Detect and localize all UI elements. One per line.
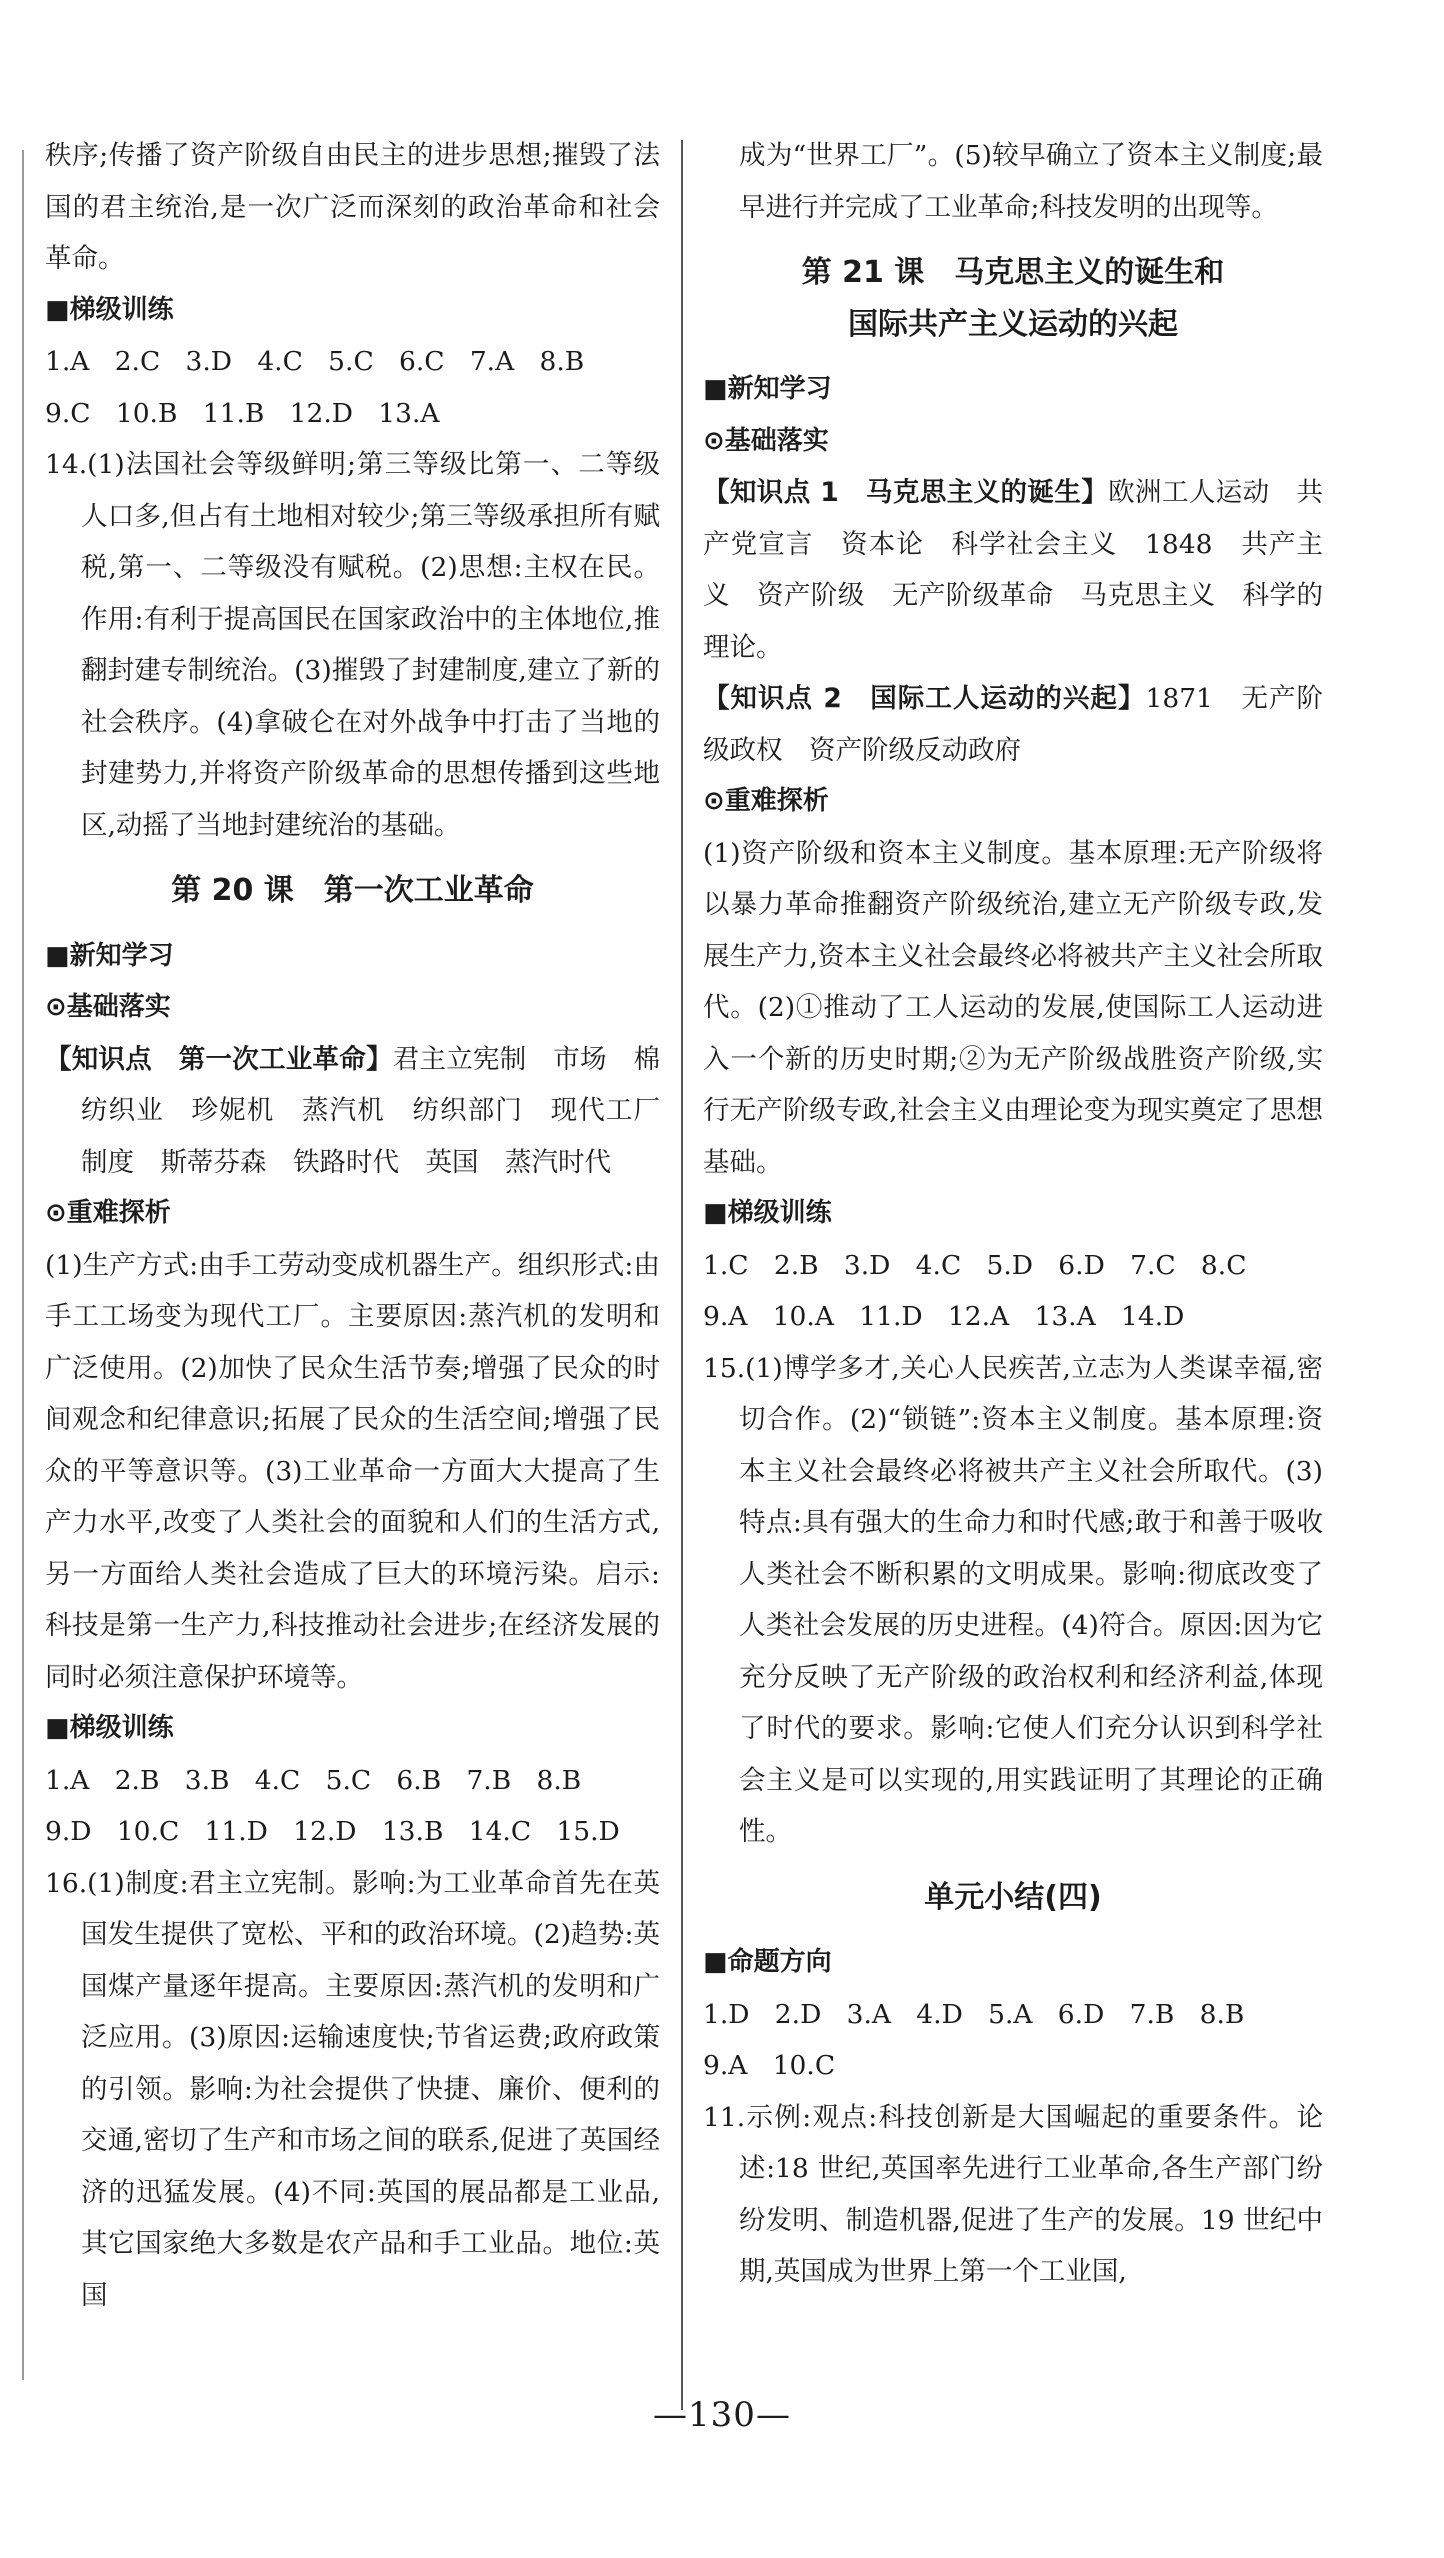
drill-answers-row: 1.A 2.C 3.D 4.C 5.C 6.C 7.A 8.B [45,346,585,377]
left-column [45,130,660,2321]
question-15-answer: 15.(1)博学多才,关心人民疾苦,立志为人类谋幸福,密切合作。(2)“锁链”:资本主义制度。基本原理:资本主义社会最终必将被共产主义社会所取代。(3)特点:具有强大的生命力和时代感;敢于和善于吸收人类社会不断积累的文明成果。影响:彻底改变了人类社会发展的历史进程。(4)符合。原因:因为它充分反映了无产阶级的政治权利和经济利益,体现了时代的要求。影响:它使人们充分认识到科学社会主义是可以实现的,用实践证明了其理论的正确性。 [703,1352,1323,1847]
page-number: —130— [653,2395,791,2435]
question-11-answer: 11.示例:观点:科技创新是大国崛起的重要条件。论述:18 世纪,英国率先进行工业革命,各生产部门纷纷发明、制造机器,促进了生产的发展。19 世纪中期,英国成为世界上第一个工业国, [703,2101,1323,2287]
drill-heading: ■梯级训练 [45,294,174,325]
knowledge-point-2-text: 1871 无产阶级政权 资产阶级反动政府 [703,683,1323,766]
drill-answers-row: 9.C 10.B 11.B 12.D 13.A [45,397,440,429]
drill-answers-row: 1.C 2.B 3.D 4.C 5.D 6.D 7.C 8.C [703,1249,1247,1281]
page-edge-line [22,150,24,2380]
basics-heading: ⊙基础落实 [45,992,171,1022]
new-learning-heading: ■新知学习 [45,940,174,971]
direction-heading: ■命题方向 [703,1947,832,1977]
drill-heading: ■梯级训练 [703,1198,832,1228]
drill-heading: ■梯级训练 [45,1713,174,1743]
lesson-21-title-line1: 第 21 课 马克思主义的诞生和 [801,255,1225,290]
key-points-heading: ⊙重难探析 [45,1198,171,1228]
basics-heading: ⊙基础落实 [703,425,829,456]
unit-summary-title: 单元小结(四) [924,1879,1102,1915]
direction-answers-row: 9.A 10.C [703,2050,836,2081]
knowledge-point-1 [703,467,1323,673]
right-column [703,130,1323,2298]
knowledge-point [45,1034,660,1189]
knowledge-point-text: 君主立宪制 市场 棉纺织业 珍妮机 蒸汽机 纺织部门 现代工厂制度 斯蒂芬森 铁路时代 英国 蒸汽时代 [81,1043,660,1178]
knowledge-point-1-text: 欧洲工人运动 共产党宣言 资本论 科学社会主义 1848 共产主义 资产阶级 无产阶级革命 马克思主义 科学的理论。 [703,477,1323,663]
knowledge-point-2 [703,673,1323,776]
lesson-20-title: 第 20 课 第一次工业革命 [171,873,534,908]
right-intro-text: 成为“世界工厂”。(5)较早确立了资本主义制度;最早进行并完成了工业革命;科技发明的出现等。 [739,140,1323,223]
analysis-text: (1)生产方式:由手工劳动变成机器生产。组织形式:由手工工场变为现代工厂。主要原因:蒸汽机的发明和广泛使用。(2)加快了民众生活节奏;增强了民众的时间观念和纪律意识;拓展了民众的生活空间;增强了民众的平等意识等。(3)工业革命一方面大大提高了生产力水平,改变了人类社会的面貌和人们的生活方式,另一方面给人类社会造成了巨大的环境污染。启示:科技是第一生产力,科技推动社会进步;在经济发展的同时必须注意保护环境等。 [45,1249,660,1693]
knowledge-point-1-label: 【知识点 1 马克思主义的诞生】 [703,477,1109,508]
direction-answers-row: 1.D 2.D 3.A 4.D 5.A 6.D 7.B 8.B [703,1998,1245,2030]
column-divider [681,140,683,2410]
lesson-21-title-line2: 国际共产主义运动的兴起 [848,306,1178,342]
drill-answers-row: 9.A 10.A 11.D 12.A 13.A 14.D [703,1301,1185,1332]
drill-answers-row: 9.D 10.C 11.D 12.D 13.B 14.C 15.D [45,1816,620,1847]
question-14-answer: 14.(1)法国社会等级鲜明;第三等级比第一、二等级人口多,但占有土地相对较少;第三等级承担所有赋税,第一、二等级没有赋税。(2)思想:主权在民。作用:有利于提高国民在国家政治中的主体地位,推翻封建专制统治。(3)摧毁了封建制度,建立了新的社会秩序。(4)拿破仑在对外战争中打击了当地的封建势力,并将资产阶级革命的思想传播到这些地区,动摇了当地封建统治的基础。 [45,449,660,841]
knowledge-point-2-label: 【知识点 2 国际工人运动的兴起】 [703,683,1146,714]
key-points-heading: ⊙重难探析 [703,786,829,816]
analysis-text: (1)资产阶级和资本主义制度。基本原理:无产阶级将以暴力革命推翻资产阶级统治,建立无产阶级专政,发展生产力,资本主义社会最终必将被共产主义社会所取代。(2)①推动了工人运动的发展,使国际工人运动进入一个新的历史时期;②为无产阶级战胜资产阶级,实行无产阶级专政,社会主义由理论变为现实奠定了思想基础。 [703,837,1323,1178]
left-intro-text: 秩序;传播了资产阶级自由民主的进步思想;摧毁了法国的君主统治,是一次广泛而深刻的政治革命和社会革命。 [45,140,660,274]
drill-answers-row: 1.A 2.B 3.B 4.C 5.C 6.B 7.B 8.B [45,1764,582,1796]
question-16-answer: 16.(1)制度:君主立宪制。影响:为工业革命首先在英国发生提供了宽松、平和的政治环境。(2)趋势:英国煤产量逐年提高。主要原因:蒸汽机的发明和广泛应用。(3)原因:运输速度快;节省运费;政府政策的引领。影响:为社会提供了快捷、廉价、便利的交通,密切了生产和市场之间的联系,促进了英国经济的迅猛发展。(4)不同:英国的展品都是工业品,其它国家绝大多数是农产品和手工业品。地位:英国 [45,1867,660,2311]
knowledge-point-label: 【知识点 第一次工业革命】 [45,1043,393,1075]
new-learning-heading: ■新知学习 [703,374,832,404]
